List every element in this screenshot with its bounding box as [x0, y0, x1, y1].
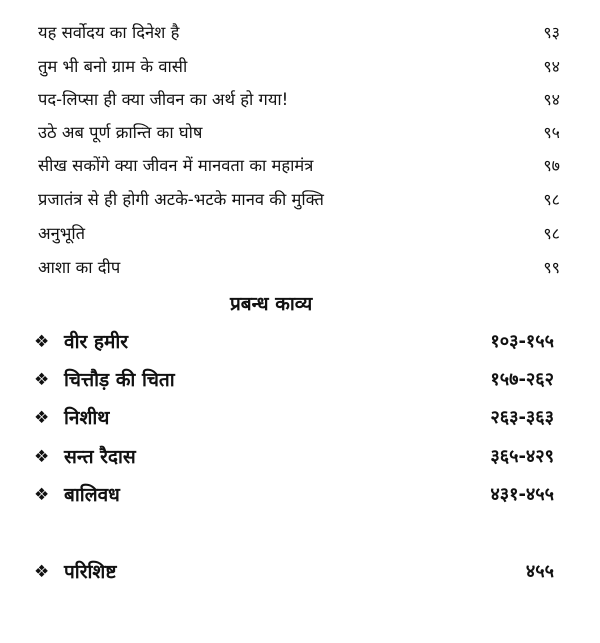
diamond-bullet-icon: ❖ — [34, 332, 50, 352]
toc-entry — [38, 116, 560, 150]
toc-entry-page: ९८ — [543, 190, 560, 209]
toc-entry-page: ९७ — [543, 156, 560, 175]
toc-major-title: सन्त रैदास — [64, 446, 136, 468]
diamond-bullet-icon: ❖ — [34, 485, 50, 505]
toc-major-entry — [34, 437, 554, 477]
toc-appendix-title: परिशिष्ट — [64, 561, 117, 583]
toc-entry-page: ९४ — [543, 90, 560, 109]
toc-major-title: निशीथ — [64, 407, 110, 429]
toc-entry-page: ९८ — [543, 224, 560, 243]
toc-entry-title: अनुभूति — [38, 224, 86, 243]
section-heading: प्रबन्ध काव्य — [230, 293, 313, 315]
diamond-bullet-icon: ❖ — [34, 447, 50, 467]
toc-entry-title: आशा का दीप — [38, 258, 121, 277]
toc-major-title: बालिवध — [64, 484, 120, 506]
toc-entry-title: तुम भी बनो ग्राम के वासी — [38, 57, 188, 76]
diamond-bullet-icon: ❖ — [34, 562, 50, 582]
toc-major-pages: ४३१-४५५ — [490, 484, 554, 505]
toc-entry-title: उठे अब पूर्ण क्रान्ति का घोष — [38, 123, 203, 142]
toc-entry — [38, 83, 560, 117]
toc-entry-title: यह सर्वोदय का दिनेश है — [38, 23, 180, 42]
toc-major-entry — [34, 322, 554, 362]
toc-major-entry — [34, 398, 554, 438]
toc-entry-page: ९९ — [543, 258, 560, 277]
toc-entry-page: ९५ — [543, 123, 560, 142]
toc-entry-title: पद-लिप्सा ही क्या जीवन का अर्थ हो गया! — [38, 90, 289, 109]
toc-entry — [38, 50, 560, 84]
toc-entry-title: प्रजातंत्र से ही होगी अटके-भटके मानव की मुक्ति — [38, 190, 324, 209]
toc-entry — [38, 183, 560, 217]
toc-major-pages: १०३-१५५ — [490, 331, 554, 352]
toc-entry — [38, 16, 560, 50]
toc-entry-page: ९४ — [543, 57, 560, 76]
toc-major-pages: २६३-३६३ — [490, 407, 554, 428]
toc-major-pages: १५७-२६२ — [490, 369, 554, 390]
toc-major-title: वीर हमीर — [64, 331, 129, 353]
toc-major-entry — [34, 360, 554, 400]
toc-major-entry — [34, 475, 554, 515]
toc-entry — [38, 217, 560, 251]
diamond-bullet-icon: ❖ — [34, 370, 50, 390]
toc-entry-title: सीख सकोंगे क्या जीवन में मानवता का महामंत्र — [38, 156, 314, 175]
toc-appendix-entry — [34, 552, 554, 592]
diamond-bullet-icon: ❖ — [34, 408, 50, 428]
toc-entry — [38, 149, 560, 183]
toc-entry-page: ९३ — [543, 23, 560, 42]
toc-entry — [38, 251, 560, 285]
toc-appendix-pages: ४५५ — [525, 561, 554, 582]
toc-major-pages: ३६५-४२९ — [490, 446, 554, 467]
toc-major-title: चित्तौड़ की चिता — [64, 369, 175, 391]
